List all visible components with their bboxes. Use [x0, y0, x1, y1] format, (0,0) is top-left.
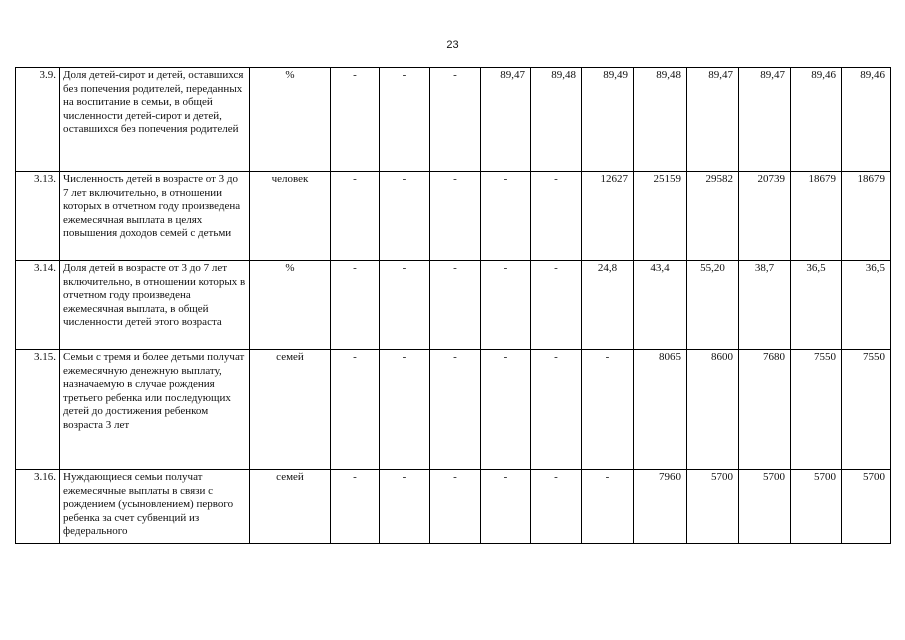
value-cell: 5700 — [791, 470, 842, 544]
value-cell: - — [430, 350, 481, 470]
value-cell: - — [380, 68, 430, 172]
value-cell: - — [531, 172, 582, 261]
value-cell: 5700 — [842, 470, 891, 544]
indicators-table — [15, 67, 891, 544]
value-cell: - — [430, 172, 481, 261]
value-cell: 25159 — [634, 172, 687, 261]
value-cell: - — [380, 172, 430, 261]
value-cell: 5700 — [739, 470, 791, 544]
page-number: 23 — [446, 39, 459, 51]
value-cell: 36,5 — [791, 261, 842, 350]
value-cell: 7960 — [634, 470, 687, 544]
row-number: 3.9. — [16, 68, 60, 172]
value-cell: - — [331, 172, 380, 261]
value-cell: - — [582, 350, 634, 470]
value-cell: 89,47 — [739, 68, 791, 172]
indicator-description: Доля детей в возрасте от 3 до 7 лет включительно, в отношении которых в отчетном году произведена ежемесячная выплата, в общей численности детей этого возраста — [60, 261, 250, 350]
value-cell: 24,8 — [582, 261, 634, 350]
value-cell: - — [380, 350, 430, 470]
value-cell: - — [481, 172, 531, 261]
value-cell: 8600 — [687, 350, 739, 470]
value-cell: - — [331, 350, 380, 470]
value-cell: - — [531, 350, 582, 470]
value-cell: - — [481, 470, 531, 544]
row-number: 3.13. — [16, 172, 60, 261]
indicator-description: Доля детей-сирот и детей, оставшихся без попечения родителей, переданных на воспитание в семьи, в общей численности детей-сирот и детей, оставшихся без попечения родителей — [60, 68, 250, 172]
value-cell: - — [430, 261, 481, 350]
table-row — [16, 350, 891, 470]
value-cell: 12627 — [582, 172, 634, 261]
value-cell: - — [582, 470, 634, 544]
value-cell: 89,48 — [634, 68, 687, 172]
value-cell: 55,20 — [687, 261, 739, 350]
row-number: 3.15. — [16, 350, 60, 470]
value-cell: - — [430, 68, 481, 172]
indicator-description: Нуждающиеся семьи получат ежемесячные выплаты в связи с рождением (усыновлением) первого ребенка за счет субвенций из федерального — [60, 470, 250, 544]
table-row — [16, 470, 891, 544]
unit-cell: % — [250, 68, 331, 172]
value-cell: - — [481, 261, 531, 350]
unit-cell: семей — [250, 470, 331, 544]
value-cell: 18679 — [791, 172, 842, 261]
value-cell: 36,5 — [842, 261, 891, 350]
unit-cell: человек — [250, 172, 331, 261]
value-cell: - — [380, 470, 430, 544]
value-cell: - — [331, 68, 380, 172]
value-cell: - — [331, 261, 380, 350]
value-cell: - — [430, 470, 481, 544]
value-cell: 38,7 — [739, 261, 791, 350]
indicator-description: Семьи с тремя и более детьми получат ежемесячную денежную выплату, назначаемую в случае рождения третьего ребенка или последующих детей до достижения ребенком возраста 3 лет — [60, 350, 250, 470]
row-number: 3.14. — [16, 261, 60, 350]
table-row — [16, 172, 891, 261]
value-cell: 89,46 — [842, 68, 891, 172]
value-cell: 20739 — [739, 172, 791, 261]
unit-cell: % — [250, 261, 331, 350]
value-cell: 89,46 — [791, 68, 842, 172]
value-cell: - — [331, 470, 380, 544]
value-cell: 89,47 — [687, 68, 739, 172]
value-cell: 89,47 — [481, 68, 531, 172]
unit-cell: семей — [250, 350, 331, 470]
value-cell: 5700 — [687, 470, 739, 544]
value-cell: 89,48 — [531, 68, 582, 172]
table-row — [16, 261, 891, 350]
value-cell: 7550 — [791, 350, 842, 470]
value-cell: 43,4 — [634, 261, 687, 350]
value-cell: - — [481, 350, 531, 470]
value-cell: 89,49 — [582, 68, 634, 172]
row-number: 3.16. — [16, 470, 60, 544]
value-cell: - — [380, 261, 430, 350]
table-row — [16, 68, 891, 172]
value-cell: 7680 — [739, 350, 791, 470]
value-cell: - — [531, 470, 582, 544]
value-cell: 7550 — [842, 350, 891, 470]
value-cell: - — [531, 261, 582, 350]
value-cell: 18679 — [842, 172, 891, 261]
value-cell: 29582 — [687, 172, 739, 261]
value-cell: 8065 — [634, 350, 687, 470]
indicator-description: Численность детей в возрасте от 3 до 7 лет включительно, в отношении которых в отчетном году произведена ежемесячная выплата в целях повышения доходов семей с детьми — [60, 172, 250, 261]
